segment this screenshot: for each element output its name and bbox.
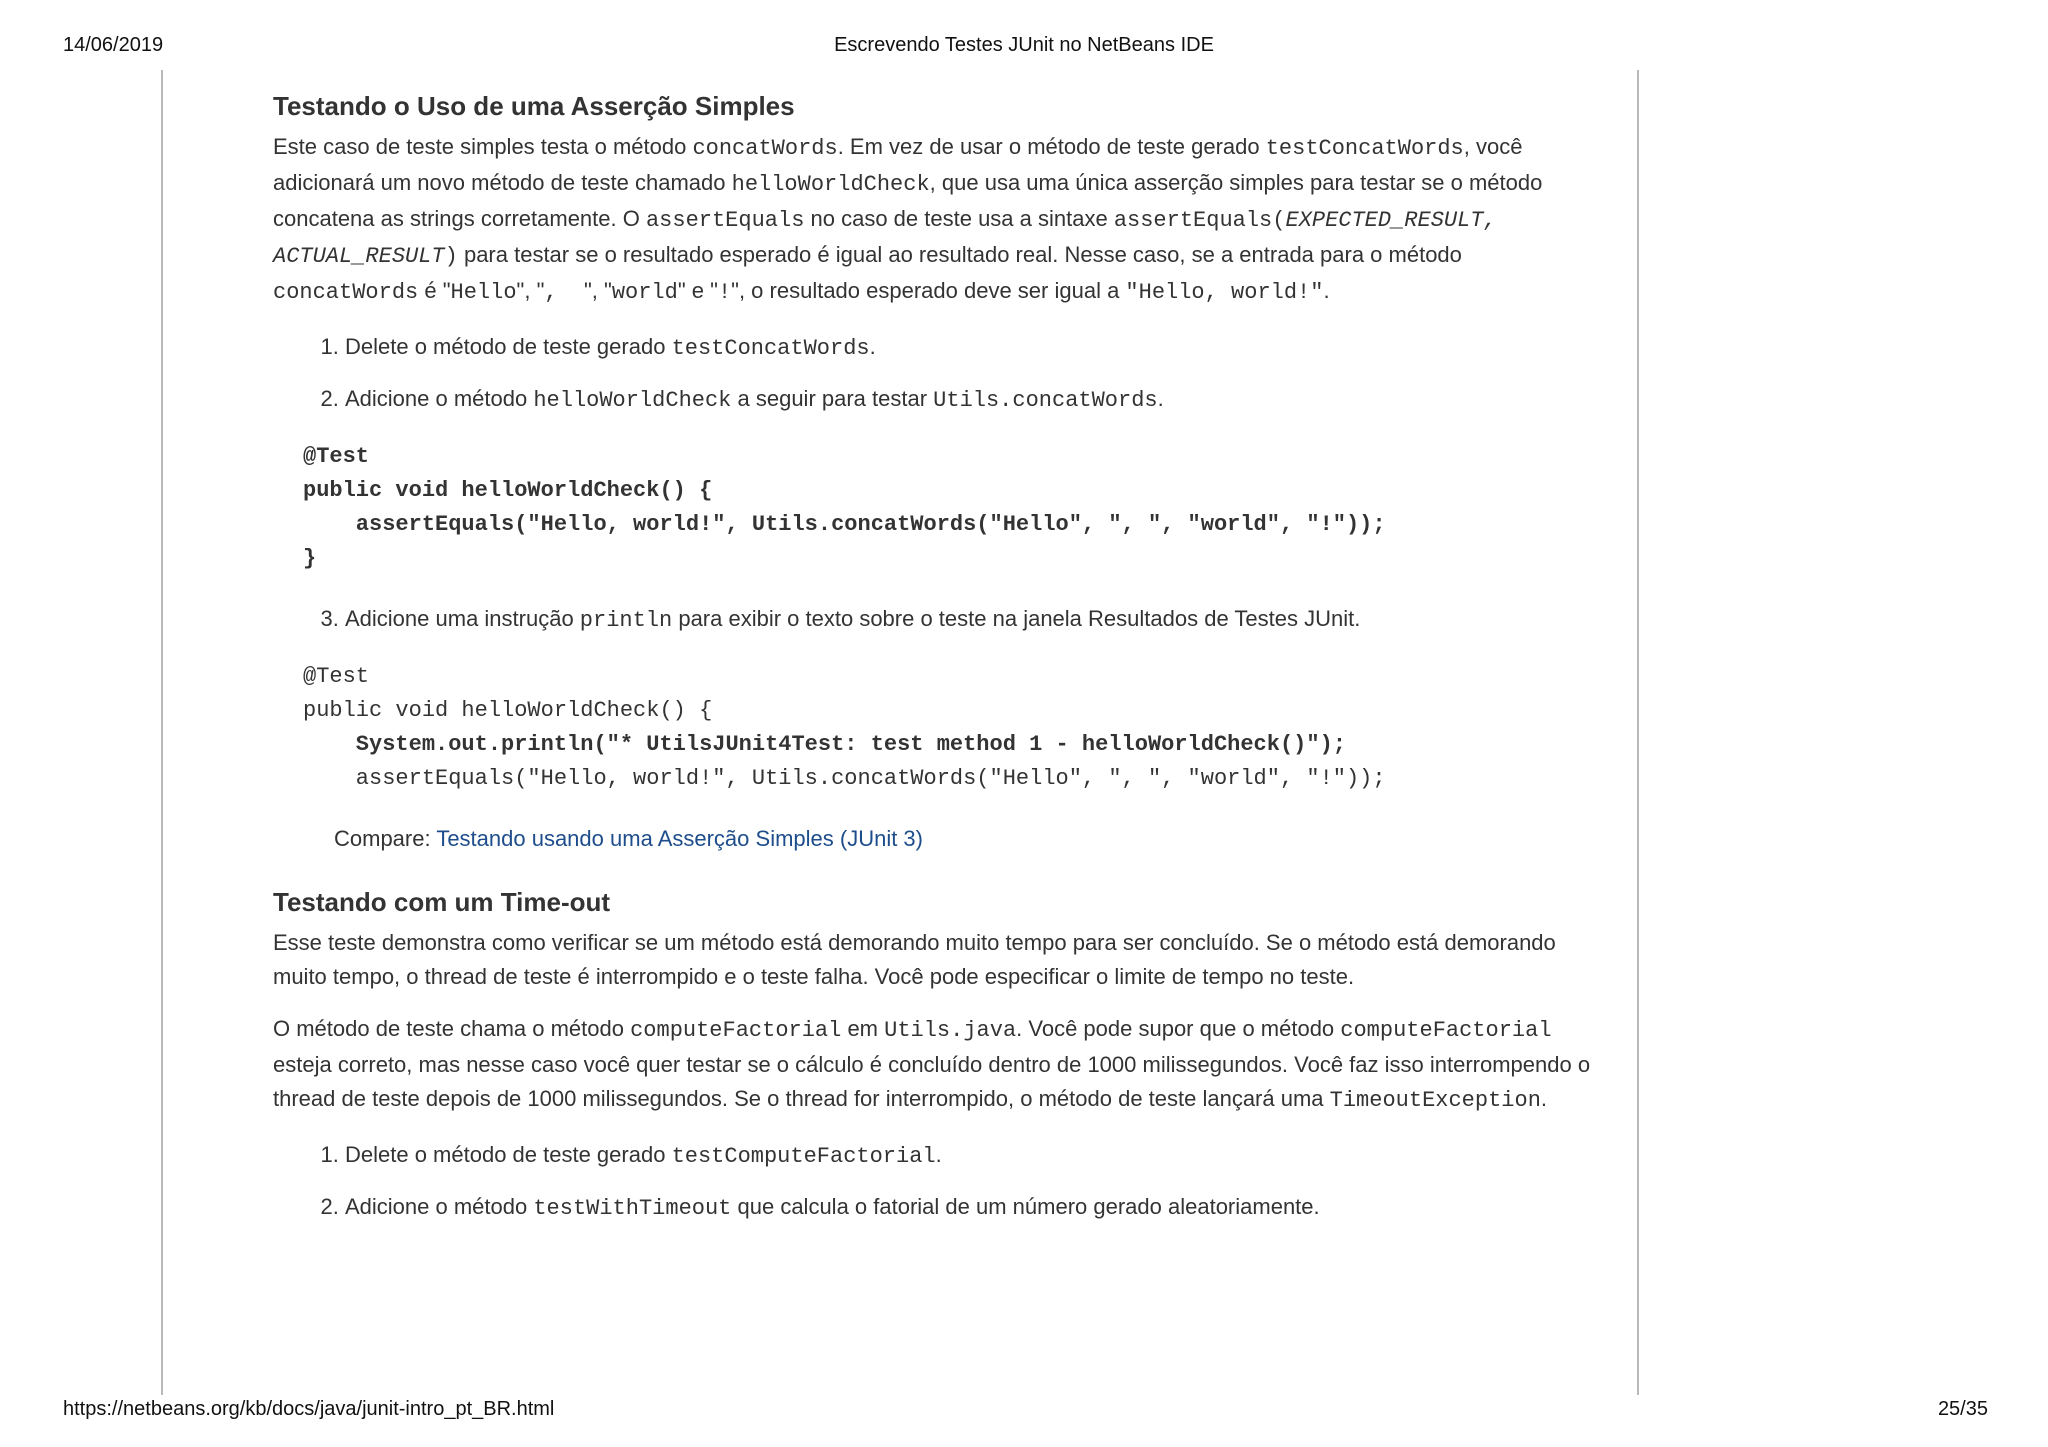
inline-code: computeFactorial xyxy=(630,1018,842,1043)
inline-code: testWithTimeout xyxy=(533,1196,732,1221)
timeout-paragraph-2 xyxy=(273,1012,1613,1118)
step-1 xyxy=(345,1138,1613,1174)
compare-link[interactable]: Testando usando uma Asserção Simples (JUnit 3) xyxy=(436,826,923,851)
step-3 xyxy=(303,602,1613,796)
text: ", o resultado esperado deve ser igual a xyxy=(731,278,1126,303)
text: . xyxy=(1323,278,1330,303)
inline-code: ! xyxy=(717,280,732,305)
inline-code: helloWorldCheck xyxy=(533,388,732,413)
inline-code: world xyxy=(611,280,678,305)
code-line-highlighted: System.out.println("* UtilsJUnit4Test: test method 1 - helloWorldCheck()"); xyxy=(303,732,1346,757)
text: Delete o método de teste gerado xyxy=(345,334,672,359)
inline-code: "Hello, world!" xyxy=(1125,280,1324,305)
text: " e " xyxy=(677,278,718,303)
step-2 xyxy=(345,1190,1613,1226)
print-header xyxy=(0,34,2048,64)
text: Adicione o método xyxy=(345,1194,534,1219)
inline-code: assertEquals xyxy=(645,208,805,233)
text: esteja correto, mas nesse caso você quer testar se o cálculo é concluído dentro de 1000 milissegundos. Você faz isso interrompendo o thread de teste depois de 1000 milissegundos. Se o thread for interrompido, o método de teste lançará uma xyxy=(273,1052,1591,1111)
text: , que usa uma única asserção simples para testar se o método concatena as strings corretamente. O xyxy=(273,170,1543,231)
inline-code: println xyxy=(579,608,673,633)
compare-label: Compare: xyxy=(334,826,437,851)
section-heading-timeout: Testando com um Time-out xyxy=(273,887,611,917)
print-title: Escrevendo Testes JUnit no NetBeans IDE xyxy=(834,34,1214,56)
inline-code: concatWords xyxy=(273,280,419,305)
print-url: https://netbeans.org/kb/docs/java/junit-intro_pt_BR.html xyxy=(63,1398,555,1420)
text: . xyxy=(869,334,876,359)
text: Adicione uma instrução xyxy=(345,606,580,631)
inline-code: Utils.java xyxy=(884,1018,1017,1043)
text: a seguir para testar xyxy=(731,386,934,411)
steps-list-timeout xyxy=(273,1138,1613,1226)
text: é " xyxy=(418,278,451,303)
text: . Em vez de usar o método de teste gerado xyxy=(837,134,1266,159)
inline-code: Hello xyxy=(450,280,517,305)
text: ", " xyxy=(583,278,612,303)
compare-note xyxy=(334,822,1613,856)
right-border-line xyxy=(1637,70,1639,1395)
code-line: } xyxy=(303,546,317,571)
page-number: 25/35 xyxy=(1937,1398,1988,1420)
text: . Você pode supor que o método xyxy=(1016,1016,1341,1041)
text: para exibir o texto sobre o teste na janela Resultados de Testes JUnit. xyxy=(672,606,1361,631)
inline-code: Utils.concatWords xyxy=(933,388,1158,413)
text: . xyxy=(1540,1086,1548,1111)
text: Adicione o método xyxy=(345,386,534,411)
step-2 xyxy=(303,382,1613,576)
text: em xyxy=(841,1016,885,1041)
text: O método de teste chama o método xyxy=(273,1016,631,1041)
code-line: assertEquals("Hello, world!", Utils.concatWords("Hello", ", ", "world", "!")); xyxy=(303,766,1386,791)
step-1 xyxy=(345,330,1613,366)
inline-code: testComputeFactorial xyxy=(671,1144,936,1169)
section-heading-simple-assertion: Testando o Uso de uma Asserção Simples xyxy=(273,91,795,121)
text: Este caso de teste simples testa o método xyxy=(273,134,693,159)
main-content xyxy=(273,86,1613,1242)
inline-code: computeFactorial xyxy=(1340,1018,1552,1043)
text: ", " xyxy=(516,278,545,303)
inline-code-italic: EXPECTED_RESULT, ACTUAL_RESULT xyxy=(273,208,1497,269)
inline-code: concatWords xyxy=(692,136,838,161)
inline-code: testConcatWords xyxy=(1265,136,1464,161)
code-line: public void helloWorldCheck() { xyxy=(303,698,713,723)
inline-code: TimeoutException xyxy=(1329,1088,1541,1113)
text: . xyxy=(1157,386,1164,411)
steps-list-simple-assertion xyxy=(273,330,1613,796)
inline-code: , xyxy=(544,280,584,305)
code-block-println xyxy=(303,660,1613,796)
print-date: 14/06/2019 xyxy=(63,34,164,56)
simple-assertion-paragraph xyxy=(273,130,1613,310)
text: para testar se o resultado esperado é igual ao resultado real. Nesse caso, se a entrada para o método xyxy=(457,242,1462,267)
code-block-hello-world-check xyxy=(303,440,1613,576)
text: . xyxy=(935,1142,942,1167)
inline-code: helloWorldCheck xyxy=(731,172,930,197)
left-border-line xyxy=(161,70,163,1395)
text: , você adicionará um novo método de teste chamado xyxy=(273,134,1523,195)
text: que calcula o fatorial de um número gerado aleatoriamente. xyxy=(731,1194,1320,1219)
inline-code: testConcatWords xyxy=(671,336,870,361)
inline-code: ) xyxy=(444,244,458,269)
code-line: @Test xyxy=(303,664,370,689)
code-line: assertEquals("Hello, world!", Utils.concatWords("Hello", ", ", "world", "!")); xyxy=(303,512,1386,537)
code-line: @Test xyxy=(303,444,370,469)
text: Delete o método de teste gerado xyxy=(345,1142,672,1167)
timeout-paragraph-1: Esse teste demonstra como verificar se um método está demorando muito tempo para ser concluído. Se o método está demorando muito tempo, o thread de teste é interrompido e o teste falha. Você pode especificar o limite de tempo no teste. xyxy=(273,930,1556,989)
inline-code: assertEquals( xyxy=(1113,208,1286,233)
code-line: public void helloWorldCheck() { xyxy=(303,478,713,503)
text: no caso de teste usa a sintaxe xyxy=(804,206,1114,231)
